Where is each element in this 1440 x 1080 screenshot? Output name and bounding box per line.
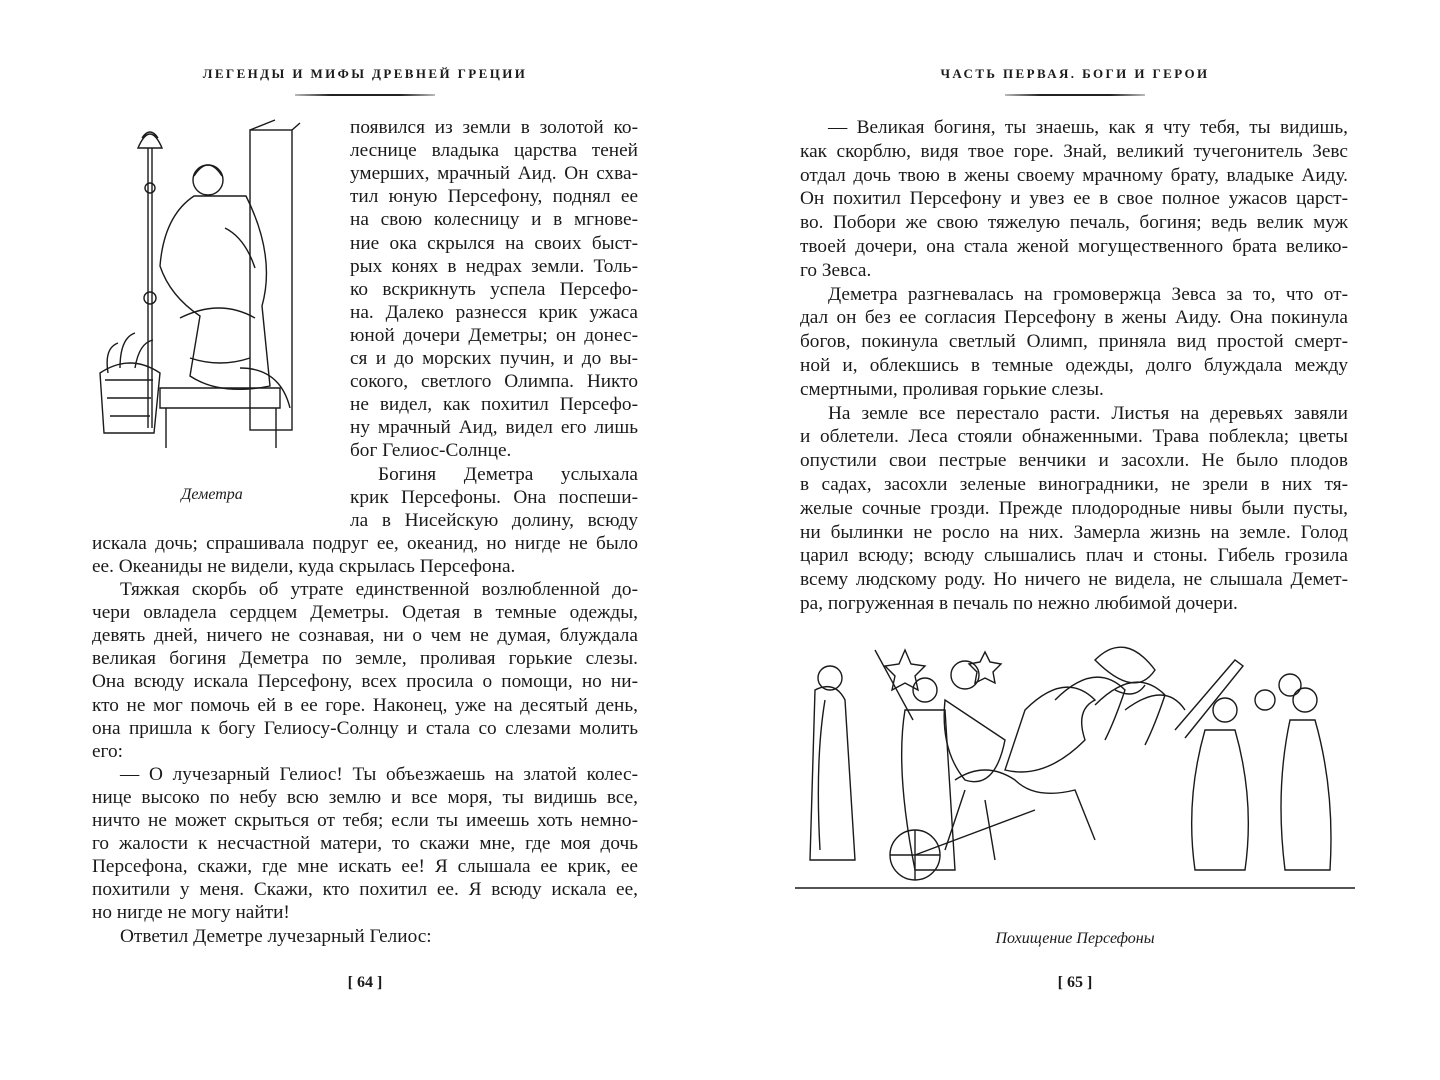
text-line: она пришла к богу Гелиосу-Солнцу и стала со слезами молить [92, 717, 638, 739]
text-line: в садах, засохли зеленые виноградники, не зрели в них тя- [800, 474, 1348, 495]
text-line: бог Гелиос-Солнце. [350, 440, 512, 462]
text-line: ну мрачный Аид, видел его лишь [350, 417, 638, 439]
text-line: — Великая богиня, ты знаешь, как я чту тебя, ты видишь, [828, 117, 1348, 138]
text-line: появился из земли в золотой ко- [350, 117, 638, 138]
text-line: Она всюду искала Персефону, всех просила о помощи, но ни- [92, 671, 638, 693]
text-line: сокого, светлого Олимпа. Никто [350, 371, 638, 393]
text-line: умерших, мрачный Аид. Он схва- [350, 163, 638, 185]
text-line: ничто не может скрыться от тебя; если ты имеешь хоть немно- [92, 810, 638, 831]
text-line: отдал дочь твою в жены своему мрачному брату, владыке Аиду. [800, 164, 1348, 186]
text-line: искала дочь; спрашивала подруг ее, океанид, но нигде не было [92, 532, 638, 554]
text-line: как скорблю, видя твое горе. Знай, великий тучегонитель Зевс [800, 140, 1348, 162]
illustration-caption-left: Деметра [181, 486, 243, 503]
text-line: великая богиня Деметра по земле, проливая горькие слезы. [92, 648, 638, 670]
text-line: рых конях в недрах земли. Толь- [350, 255, 638, 277]
text-line: дал он без ее согласия Персефону в жены Аиду. Она покинула [800, 307, 1348, 329]
text-line: не видел, как похитил Персефо- [350, 394, 638, 416]
text-line: нице высоко по небу всю землю и все моря, ты видишь все, [92, 786, 638, 808]
text-line: ла в Нисейскую долину, всюду [350, 509, 638, 531]
text-line: желые сочные грозди. Прежде плодородные нивы были пусты, [800, 497, 1348, 519]
text-line: ной и, облекшись в темные одежды, долго блуждала между [800, 355, 1348, 376]
text-line: юной дочери Деметры; он донес- [350, 324, 638, 346]
text-line: Богиня Деметра услыхала [378, 463, 638, 485]
text-line: твоей дочери, она стала женой могущественного брата велико- [800, 236, 1348, 257]
text-line: Тяжкая скорбь об утрате единственной возлюбленной до- [120, 579, 638, 600]
text-line: Он похитил Персефону и увез ее в свое полное ужасов царст- [800, 188, 1348, 210]
text-line: го Зевса. [800, 259, 872, 281]
text-line: На земле все перестало расти. Листья на деревьях завяли [828, 402, 1348, 424]
text-line: Персефона, скажи, где мне искать ее! Я слышала ее крик, ее [92, 856, 638, 878]
header-rule-right [1005, 94, 1145, 96]
text-line: Ответил Деметре лучезарный Гелиос: [120, 925, 432, 947]
text-line: опустили свои пестрые венчики и засохли. Не было плодов [800, 450, 1348, 472]
illustration-caption-right: Похищение Персефоны [995, 930, 1155, 947]
text-line: во. Побори же свою тяжелую печаль, богиня; ведь велик муж [800, 212, 1348, 234]
text-line: его: [92, 740, 123, 762]
header-rule-left [295, 94, 435, 96]
text-line: и облетели. Леса стояли обнаженными. Трава поблекла; цветы [800, 426, 1348, 448]
text-line: ние ока скрылся на своих быст- [350, 232, 638, 254]
text-line: ее. Океаниды не видели, куда скрылась Персефона. [92, 555, 516, 577]
demeter-illustration [90, 118, 340, 463]
text-line: богов, покинула светлый Олимп, приняла вид простой смерт- [800, 331, 1348, 353]
text-line: кто не мог помочь ей в ее горе. Наконец, уже на десятый день, [92, 694, 638, 716]
text-line: тил юную Персефону, поднял ее [350, 186, 638, 208]
running-head-right: ЧАСТЬ ПЕРВАЯ. БОГИ И ГЕРОИ [940, 66, 1210, 81]
text-line: чери овладела сердцем Деметры. Одетая в темные одежды, [92, 602, 638, 624]
page-number-right: [ 65 ] [1057, 974, 1093, 991]
text-line: на свою колесницу и в мгнове- [350, 209, 638, 231]
text-line: девять дней, ничего не сознавая, ни о чем не думая, блуждала [92, 625, 638, 647]
text-line: Деметра разгневалась на громовержца Зевса за то, что от- [828, 283, 1348, 305]
text-line: го жалости к несчастной матери, то скажи мне, где моя дочь [92, 833, 638, 855]
page-number-left: [ 64 ] [347, 974, 383, 991]
text-line: крик Персефоны. Она поспеши- [350, 486, 638, 508]
text-line: похитили у меня. Скажи, кто похитил ее. Я всюду искала ее, [92, 879, 638, 901]
text-line: ни былинки не росло на них. Замерла жизнь на земле. Голод [800, 521, 1348, 543]
text-line: ко вскрикнуть успела Персефо- [350, 278, 638, 300]
running-head-left: ЛЕГЕНДЫ И МИФЫ ДРЕВНЕЙ ГРЕЦИИ [202, 66, 528, 81]
abduction-illustration [795, 630, 1355, 900]
text-line: смертными, проливая горькие слезы. [800, 378, 1104, 400]
text-line: царил всюду; всюду слышались плач и стоны. Гибель грозила [800, 545, 1348, 567]
text-line: всему людскому роду. Но ничего не видела, не слышала Демет- [800, 569, 1348, 591]
text-line: леснице владыка царства теней [350, 140, 638, 162]
text-line: ра, погруженная в печаль по нежно любимой дочери. [800, 593, 1238, 614]
text-line: ся и до морских пучин, и до вы- [350, 348, 638, 369]
text-line: — О лучезарный Гелиос! Ты объезжаешь на златой колес- [120, 763, 638, 785]
text-line: но нигде не могу найти! [92, 902, 290, 924]
text-line: на. Далеко разнесся крик ужаса [350, 301, 638, 323]
